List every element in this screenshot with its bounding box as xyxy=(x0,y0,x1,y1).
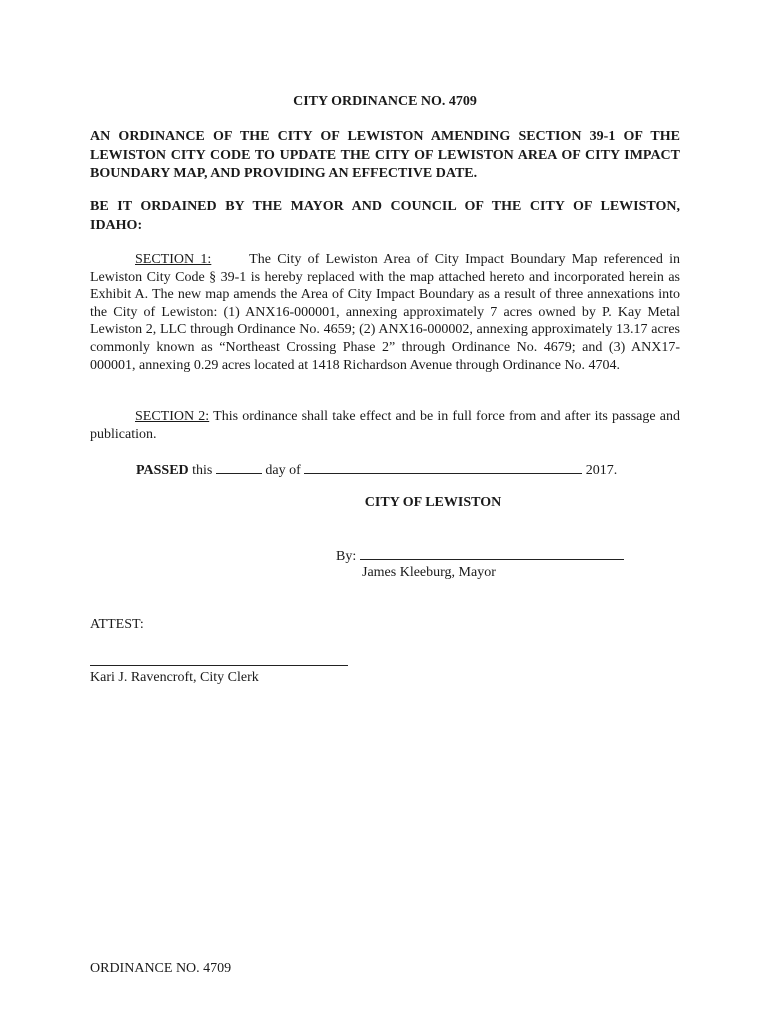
page-footer: ORDINANCE NO. 4709 xyxy=(90,961,232,976)
clerk-name: Kari J. Ravencroft, City Clerk xyxy=(90,670,259,685)
passed-line xyxy=(90,461,726,479)
day-blank xyxy=(216,461,262,474)
mayor-name: James Kleeburg, Mayor xyxy=(362,565,496,580)
section-1-label: SECTION 1: xyxy=(135,252,212,267)
passed-label: PASSED xyxy=(136,463,189,478)
ordinance-title: CITY ORDINANCE NO. 4709 xyxy=(293,94,477,109)
signature-by-line xyxy=(336,547,624,565)
section-2-text: This ordinance shall take effect and be in full force from and after its passage and publication. xyxy=(90,409,680,442)
month-blank xyxy=(304,461,582,474)
section-1-text: The City of Lewiston Area of City Impact Boundary Map referenced in Lewiston City Code § 39-1 is hereby replaced with the map attached hereto and incorporated herein as Exhibit A. The new map amends the Area of City Impact Boundary as a result of three annexations into the City of Lewiston: (1) ANX16-000001, annexing approximately 7 acres owned by P. Kay Metal Lewiston 2, LLC through Ordinance No. 4659; (2) ANX16-000002, annexing approximately 13.17 acres commonly known as “Northeast Crossing Phase 2” through Ordinance No. 4679; and (3) ANX17-000001, annexing 0.29 acres located at 1418 Richardson Avenue through Ordinance No. 4704. xyxy=(90,252,681,373)
passed-year: 2017. xyxy=(585,463,618,478)
ordaining-clause: BE IT ORDAINED BY THE MAYOR AND COUNCIL OF THE CITY OF LEWISTON, IDAHO: xyxy=(90,199,680,233)
clerk-signature-blank xyxy=(90,665,348,666)
by-label: By: xyxy=(336,549,357,564)
city-name: CITY OF LEWISTON xyxy=(364,495,502,510)
section-2-paragraph xyxy=(90,408,680,444)
passed-day-of: day of xyxy=(265,463,301,478)
mayor-signature-blank xyxy=(360,547,624,560)
section-2-label: SECTION 2: xyxy=(135,409,210,424)
section-1-paragraph xyxy=(90,251,680,374)
attest-label: ATTEST: xyxy=(90,617,144,632)
ordinance-heading: AN ORDINANCE OF THE CITY OF LEWISTON AMENDING SECTION 39-1 OF THE LEWISTON CITY CODE TO UPDATE THE CITY OF LEWISTON AREA OF CITY IMPACT BOUNDARY MAP, AND PROVIDING AN EFFECTIVE DATE. xyxy=(90,129,680,181)
passed-this: this xyxy=(192,463,213,478)
